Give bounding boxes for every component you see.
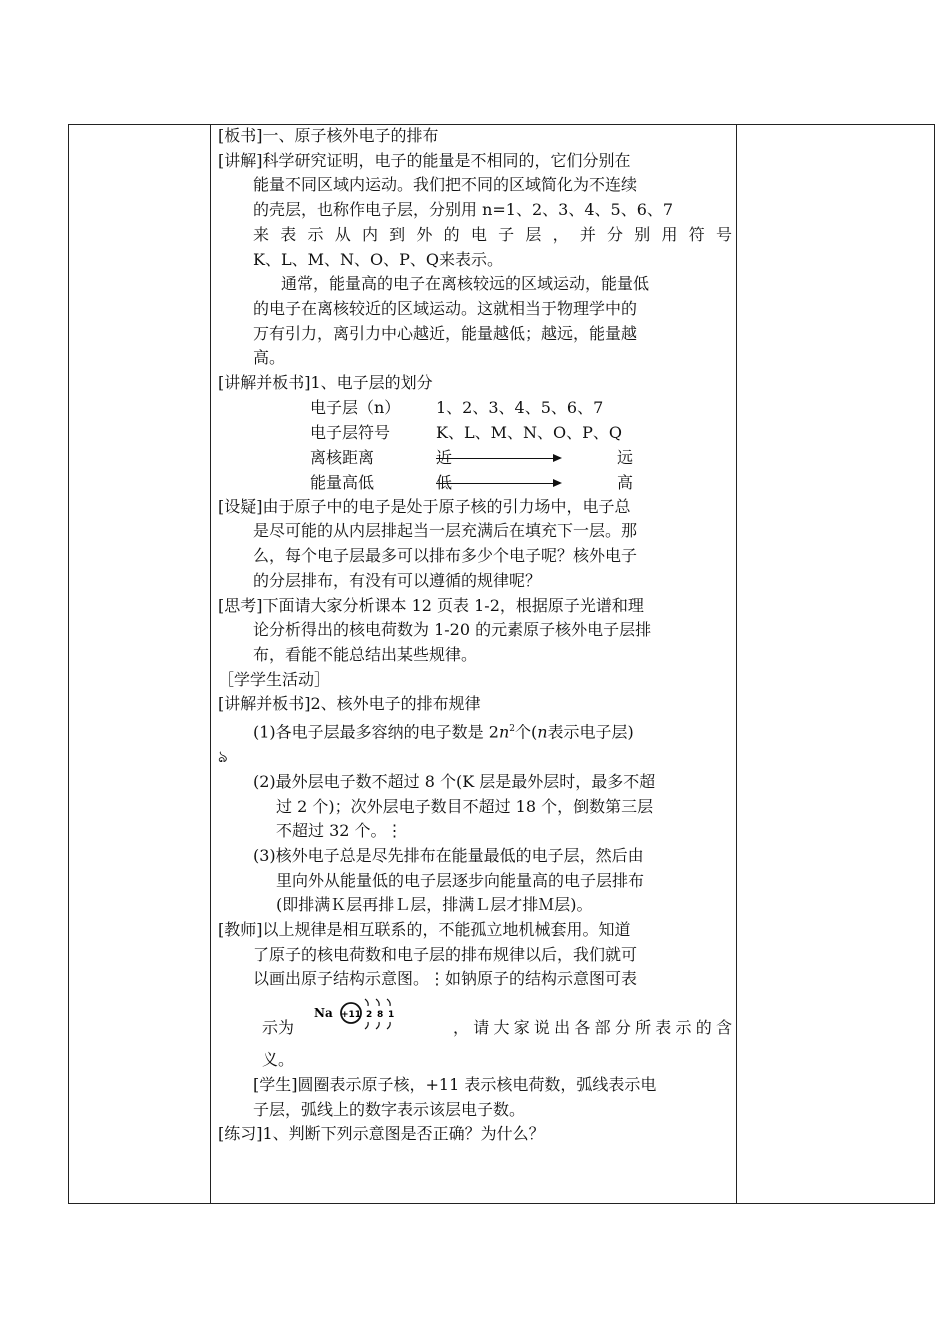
explain-line: 万有引力，离引力中心越近，能量越低；越远，能量越	[253, 323, 638, 343]
shell-arc	[387, 1022, 390, 1029]
shell-row-to: 高	[617, 472, 634, 492]
sodium-prefix: 示为	[262, 1018, 295, 1038]
shell-row-to: 远	[617, 447, 634, 467]
question-line: [设疑]由于原子中的电子是处于原子核的引力场中，电子总	[218, 496, 631, 516]
sodium-line	[218, 992, 732, 1048]
arrow-right-icon	[436, 483, 560, 484]
rule-2: 不超过 32 个。⋮	[276, 821, 403, 841]
sodium-line-end: 义。	[262, 1050, 295, 1070]
teacher-line: 以画出原子结构示意图。⋮如钠原子的结构示意图可表	[253, 969, 638, 989]
shell-row-label: 电子层符号	[310, 422, 391, 442]
explain-line: [讲解]科学研究证明，电子的能量是不相同的，它们分别在	[218, 150, 631, 170]
table-divider-2	[736, 124, 737, 1204]
shell-arc	[365, 1022, 368, 1029]
explain-line: 的壳层，也称作电子层，分别用 n=1、2、3、4、5、6、7	[253, 200, 674, 220]
table-border-right	[934, 124, 935, 1204]
board-heading: [板书]一、原子核外电子的排布	[218, 126, 439, 145]
shell-row-from: 低	[436, 472, 453, 492]
teacher-line: [教师]以上规律是相互联系的，不能孤立地机械套用。知道	[218, 920, 631, 940]
think-line: 布，看能不能总结出某些规律。	[253, 644, 478, 664]
table-divider-1	[210, 124, 211, 1204]
arrow-right-icon	[436, 458, 560, 459]
rule-3: (3)核外电子总是尽先排布在能量最低的电子层，然后由	[253, 845, 644, 865]
student-line: 子层，弧线上的数字表示该层电子数。	[253, 1099, 526, 1119]
rule-2: (2)最外层电子数不超过 8 个(K 层是最外层时，最多不超	[253, 771, 656, 791]
sodium-suffix: ，请大家说出各部分所表示的含	[453, 1018, 732, 1038]
shell-table	[218, 396, 732, 495]
shell-row-label: 离核距离	[310, 447, 375, 467]
exercise-line: [练习]1、判断下列示意图是否正确？为什么？	[218, 1124, 545, 1144]
shell-arc	[376, 1022, 379, 1029]
teacher-line: 了原子的核电荷数和电子层的排布规律以后，我们就可	[253, 944, 638, 964]
sodium-symbol: Na	[314, 1006, 333, 1021]
shell-electrons: 8	[377, 1010, 384, 1021]
sodium-atom-diagram	[314, 994, 404, 1044]
shell-arc	[376, 999, 379, 1006]
think-line: [思考]下面请大家分析课本 12 页表 1-2，根据原子光谱和理	[218, 595, 644, 615]
question-line: 的分层排布，有没有可以遵循的规律呢？	[253, 570, 542, 590]
table-border-left	[68, 124, 69, 1204]
rule-1: (1)各电子层最多容纳的电子数是 $2n^2$个(n表示电子层)	[253, 722, 634, 742]
shell-row-label: 能量高低	[310, 472, 375, 492]
shell-electrons: 1	[388, 1010, 395, 1021]
think-line: 论分析得出的核电荷数为 1-20 的元素原子核外电子层排	[253, 620, 652, 640]
question-line: 么，每个电子层最多可以排布多少个电子呢？核外电子	[253, 546, 638, 566]
lesson-content	[218, 124, 732, 1147]
bullet-glyph-icon: ঌ	[218, 747, 228, 767]
shell-row-value: 1、2、3、4、5、6、7	[436, 397, 604, 417]
shell-row-value: K、L、M、N、O、P、Q	[436, 422, 622, 442]
rule-2: 过 2 个)；次外层电子数目不超过 18 个，倒数第三层	[276, 796, 654, 816]
nucleus-charge: +11	[340, 1010, 362, 1021]
rule-3: (即排满Ｋ层再排Ｌ层，排满Ｌ层才排Ｍ层)。	[276, 895, 593, 915]
board-subheading: [讲解并板书]1、电子层的划分	[218, 373, 433, 393]
explain-line: 来表示从内到外的电子层，并分别用符号	[253, 224, 732, 244]
question-line: 是尽可能的从内层排起当一层充满后在填充下一层。那	[253, 521, 638, 541]
activity-line: ［学学生活动］	[218, 669, 331, 689]
explain-line: 通常，能量高的电子在离核较远的区域运动，能量低	[281, 274, 650, 294]
explain-line: 高。	[253, 348, 286, 368]
rule-3: 里向外从能量低的电子层逐步向能量高的电子层排布	[276, 870, 645, 890]
shell-arc	[365, 999, 368, 1006]
shell-row-from: 近	[436, 447, 453, 467]
shell-row-label: 电子层（n）	[310, 397, 401, 417]
explain-line: K、L、M、N、O、P、Q来表示。	[253, 249, 503, 269]
shell-electrons: 2	[366, 1010, 373, 1021]
shell-arc	[387, 999, 390, 1006]
student-line: [学生]圆圈表示原子核，+11 表示核电荷数，弧线表示电	[253, 1074, 657, 1094]
board-subheading: [讲解并板书]2、核外电子的排布规律	[218, 694, 481, 714]
explain-line: 能量不同区域内运动。我们把不同的区域简化为不连续	[253, 175, 638, 195]
explain-line: 的电子在离核较近的区域运动。这就相当于物理学中的	[253, 298, 638, 318]
